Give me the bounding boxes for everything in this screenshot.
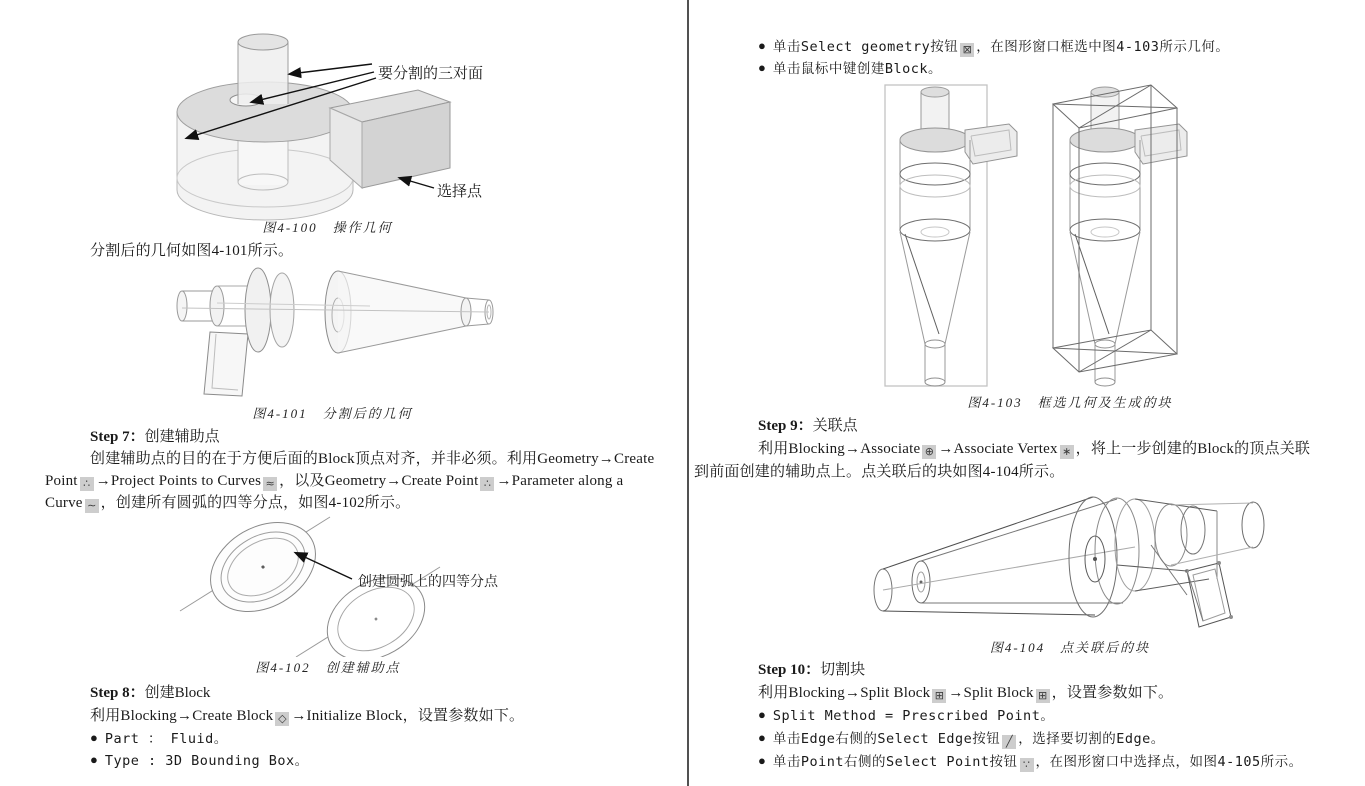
step7-title: 创建辅助点 (144, 429, 220, 445)
create-point-icon: ∴ (480, 477, 494, 491)
fig101-caption: 图4-101 分割后的几何 (252, 406, 413, 421)
associate-vertex-icon: ∗ (1060, 445, 1074, 459)
fig100-label-point: 选择点 (437, 184, 483, 200)
figure-4-103-image (875, 82, 1265, 392)
split-block-icon: ⊞ (932, 689, 946, 703)
step8-heading (90, 681, 210, 702)
page-right (689, 0, 1365, 786)
bullet-part-fluid: ● Part ： Fluid。 (90, 730, 228, 747)
parameter-along-curve-icon: ∼ (85, 499, 99, 513)
bullet-type-bounding-box: ● Type : 3D Bounding Box。 (90, 752, 309, 769)
step9-paragraph-line2: 到前面创建的辅助点上。点关联后的块如图4-104所示。 (694, 464, 1065, 480)
step7-paragraph-line1: 创建辅助点的目的在于方便后面的Block顶点对齐，并非必须。利用Geometry→Create (90, 451, 655, 467)
project-points-to-curves-icon: ≈ (263, 477, 277, 491)
step10-title: 切割块 (820, 662, 866, 678)
bullet-select-point: ● 单击Point右侧的Select Point按钮 ∵ ，在图形窗口中选择点，如图4-105所示。 (758, 753, 1303, 771)
create-point-icon: ∴ (80, 477, 94, 491)
step10-label: Step 10： (758, 662, 821, 678)
select-geometry-icon: ⊠ (960, 43, 974, 57)
step10-heading (758, 658, 865, 679)
bullet-icon: ● (90, 752, 98, 767)
step9-title: 关联点 (812, 418, 858, 434)
bullet-middle-click: ● 单击鼠标中键创建Block。 (758, 60, 942, 77)
step9-paragraph-line1: 利用Blocking→Associate ⊕ →Associate Vertex ∗ ，将上一步创建的Block的顶点关联 (758, 441, 1311, 458)
fig103-caption: 图4-103 框选几何及生成的块 (967, 395, 1173, 410)
figure-4-104-image (865, 485, 1275, 635)
bullet-split-method: ● Split Method = Prescribed Point。 (758, 707, 1055, 724)
fig102-caption: 图4-102 创建辅助点 (255, 660, 401, 675)
fig102-label: 创建圆弧上的四等分点 (358, 575, 498, 590)
step7-label: Step 7： (90, 429, 145, 445)
step9-heading (758, 414, 858, 435)
bullet-icon: ● (90, 730, 98, 745)
paragraph-intro: 分割后的几何如图4-101所示。 (90, 243, 294, 259)
step7-paragraph-line2: Point ∴ →Project Points to Curves ≈ ，以及Geometry→Create Point ∴ →Parameter along a (45, 473, 624, 490)
figure-4-101-image (170, 260, 495, 402)
step9-label: Step 9： (758, 418, 813, 434)
bullet-icon: ● (758, 753, 766, 768)
select-edge-icon: ╱ (1002, 735, 1016, 749)
fig104-caption: 图4-104 点关联后的块 (989, 640, 1151, 655)
associate-icon: ⊕ (922, 445, 936, 459)
bullet-icon: ● (758, 730, 766, 745)
create-block-icon: ◇ (275, 712, 289, 726)
select-point-icon: ∵ (1020, 758, 1034, 772)
step8-title: 创建Block (144, 685, 211, 701)
step7-heading (90, 425, 220, 446)
step8-paragraph: 利用Blocking→Create Block ◇ →Initialize Block，设置参数如下。 (90, 708, 525, 725)
split-block-icon: ⊞ (1036, 689, 1050, 703)
bullet-select-geometry: ● 单击Select geometry按钮 ⊠ ，在图形窗口框选中图4-103所示几何。 (758, 38, 1230, 56)
bullet-icon: ● (758, 60, 766, 75)
step8-label: Step 8： (90, 685, 145, 701)
step10-paragraph: 利用Blocking→Split Block ⊞ →Split Block ⊞ ，设置参数如下。 (758, 685, 1174, 702)
fig100-label-faces: 要分割的三对面 (378, 66, 484, 82)
bullet-select-edge: ● 单击Edge右侧的Select Edge按钮 ╱ ，选择要切割的Edge。 (758, 730, 1165, 748)
fig100-caption: 图4-100 操作几何 (262, 220, 393, 235)
step7-paragraph-line3: Curve ∼ ，创建所有圆弧的四等分点，如图4-102所示。 (45, 495, 411, 512)
bullet-icon: ● (758, 707, 766, 722)
bullet-icon: ● (758, 38, 766, 53)
